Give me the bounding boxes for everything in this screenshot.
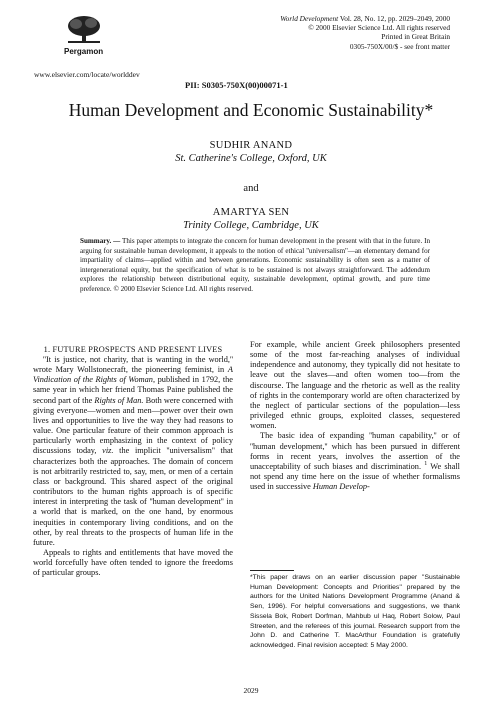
footnote-text: This paper draws on an earlier discussion paper ''Sustainable Human Development: Concepts and Priorities'' prepared by the authors for the United Nations Development Programme (Anand & Sen, 1996). For helpful conversations and suggestions, we thank Sissela Bok, Robert Dorfman, Mahbub ul Haq, Robert Solow, Paul Streeten, and the referees of this journal. Research support from the John D. and Catherine T. MacArthur Foundation is gratefully acknowledged. Final revision accepted: 5 May 2000.: [250, 574, 460, 649]
journal-issue: Vol. 28, No. 12, pp. 2029–2049, 2000: [339, 14, 450, 23]
page-number: 2029: [243, 686, 259, 695]
text-run: the implicit ''universalism'' that characterizes both the approaches. The domain of concern is not arbitrarily restricted to, say, men, or men of a certain class or background. This shared aspect of the original contributors to the human rights approach is of specific interest in interpreting the task of ''human development'' in a world that is marked, on the one hand, by enormous inequities in contemporary living conditions, and on the other, by real threats to the prospects of human life in the future.: [33, 446, 233, 547]
affiliation-anand: St. Catherine's College, Oxford, UK: [175, 153, 327, 164]
book-title: A Vindication of the Rights of Woman: [33, 365, 233, 385]
abstract-label: Summary. —: [80, 237, 121, 245]
body-column-right: [250, 340, 460, 492]
footnote: [250, 573, 460, 651]
body-paragraph: [250, 431, 460, 492]
text-run: , published in 1792, the same year in which her friend Thomas Paine published the second part of the: [33, 375, 233, 405]
publisher-logo-icon: [62, 14, 106, 44]
author-anand: SUDHIR ANAND: [209, 140, 293, 151]
text-run: We shall not spend any time here on the issue of whether formalisms used in successive: [250, 461, 460, 492]
journal-info: [280, 14, 450, 51]
footnote-ref: 1: [424, 461, 428, 468]
book-title: Rights of Man.: [94, 395, 144, 405]
footnote-rule: [250, 570, 294, 571]
affiliation-sen: Trinity College, Cambridge, UK: [183, 220, 319, 231]
footnote-marker: *: [250, 574, 253, 581]
text-run: ''It is justice, not charity, that is wanting in the world,'' wrote Mary Wollstonecraft, the pioneering feminist, in: [33, 355, 233, 375]
abstract-text: This paper attempts to integrate the concern for human development in the present with that in the future. In arguing for sustainable human development, it appeals to the notion of ethical ''universalism''—an elementary demand for impartiality of claims—applied within and between generations. Economic sustainability is often seen as a matter of intergenerational equity, but the specification of what is to be sustained is not always straightforward. The addendum explores the relationship between distributional equity, sustainable development, optimal growth, and pure time preference. © 2000 Elsevier Science Ltd. All rights reserved.: [80, 237, 430, 293]
pii: PII: S0305-750X(00)00071-1: [185, 80, 288, 90]
article-title: Human Development and Economic Sustainability*: [68, 100, 434, 120]
section-heading: 1. FUTURE PROSPECTS AND PRESENT LIVES: [43, 345, 223, 354]
abstract: [80, 237, 430, 295]
body-paragraph: For example, while ancient Greek philosophers presented some of the most far-reaching analyses of individual independence and autonomy, they typically did not hesitate to leave out the slaves—and often women too—from the discourse. The language and the rhetoric as well as the reality of rights in the contemporary world are often characterized by the neglect of particular sections of the population—less privileged ethnic groups, exploited classes, sequestered women.: [250, 340, 460, 431]
issn-line: 0305-750X/00/$ - see front matter: [349, 41, 450, 51]
journal-citation: [280, 14, 450, 23]
journal-name: World Development: [280, 14, 339, 23]
italic-term: Human Develop-: [312, 482, 370, 492]
author-conjunction: and: [243, 183, 259, 194]
printed-line: Printed in Great Britain: [381, 32, 450, 42]
publisher-name: Pergamon: [64, 47, 104, 56]
author-sen: AMARTYA SEN: [212, 207, 290, 218]
journal-url: www.elsevier.com/locate/worlddev: [34, 70, 140, 79]
copyright-line: © 2000 Elsevier Science Ltd. All rights reserved: [308, 23, 450, 33]
body-paragraph: Appeals to rights and entitlements that have moved the world forcefully have often tended to ignore the freedoms of particular groups.: [33, 547, 233, 578]
body-column-left: [33, 345, 233, 578]
italic-term: viz.: [102, 446, 114, 456]
body-paragraph: [33, 355, 233, 548]
text-run: Both were concerned with giving everyone—women and men—power over their own lives and opportunities to live the way they had reasons to value. One particular feature of their common approach is particularly worth emphasizing in the context of policy discussions today,: [33, 395, 233, 456]
text-run: The basic idea of expanding ''human capability,'' or of ''human development,'' which has been pursued in different forms in recent years, involves the assertion of the unacceptability of such biases and discrimination.: [250, 431, 460, 471]
